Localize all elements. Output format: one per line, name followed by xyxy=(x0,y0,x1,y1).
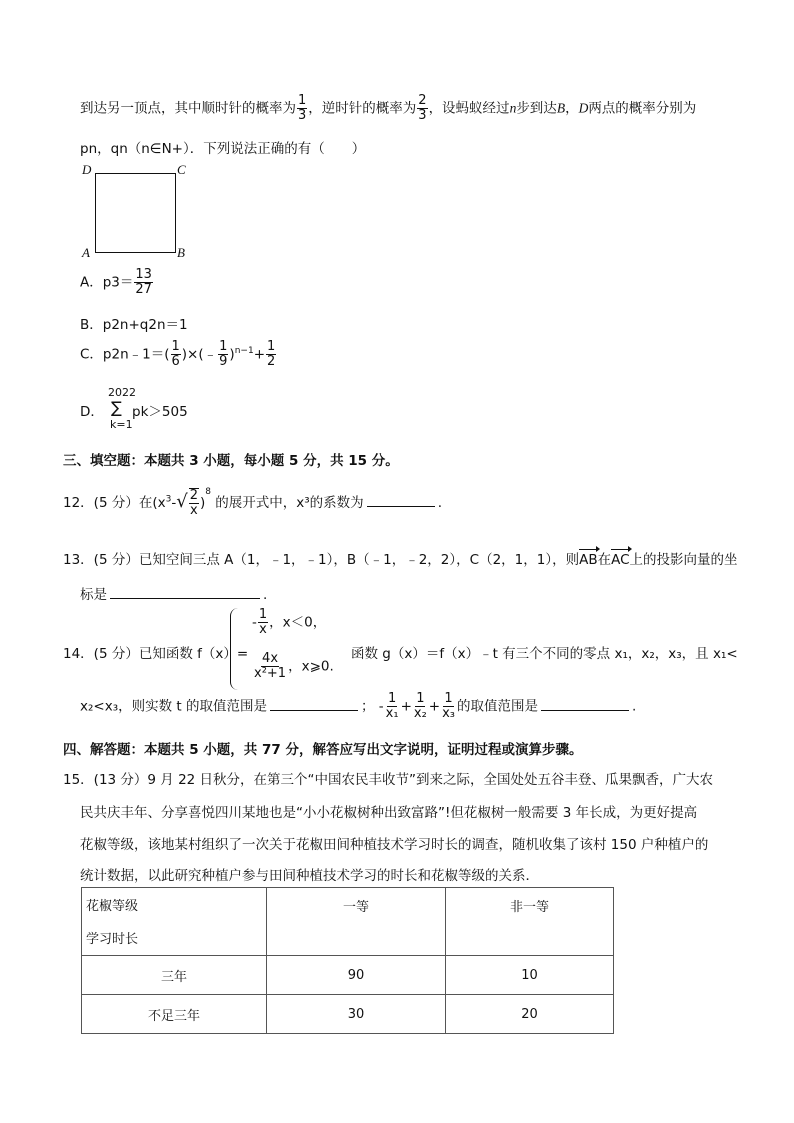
fraction-two-thirds: $\frac{2}{3}$ xyxy=(418,93,427,123)
sqrt-symbol: √ xyxy=(176,491,188,512)
answer-blank-q13[interactable] xyxy=(110,597,260,599)
fraction-one-third: $\frac{1}{3}$ xyxy=(298,93,307,123)
q14-line1-tail: 函数 g（x）＝f（x）﹣t 有三个不同的零点 x₁，x₂，x₃，且 x₁< xyxy=(351,646,738,662)
q11-line2: pn，qn（n∈N+）．下列说法正确的有（ ） xyxy=(80,141,366,157)
vertex-label-a: A xyxy=(82,245,90,260)
fraction-one-sixth: $\frac{1}{6}$ xyxy=(171,339,180,369)
fraction-2-over-x: $\frac{2}{x}$ xyxy=(189,488,198,518)
vertex-label-b: B xyxy=(177,245,185,260)
table-row: 不足三年 30 20 xyxy=(82,995,614,1034)
q15-table xyxy=(81,887,614,1034)
option-b: B．p2n+q2n＝1 xyxy=(80,317,188,333)
table-row: 三年 90 10 xyxy=(82,956,614,995)
option-d: D． 2022 ∑ k=1 pk＞505 xyxy=(80,386,188,431)
q13-line2: 标是 . xyxy=(80,587,268,603)
square-diagram xyxy=(80,160,195,265)
col-header-first-grade: 一等 xyxy=(267,888,446,956)
vector-ac: AC xyxy=(611,552,630,568)
vertex-label-c: C xyxy=(177,162,186,177)
q11-line1: 到达另一顶点，其中顺时针的概率为 $\frac{1}{3}$ ，逆时针的概率为 $\frac{2}{3}$ ，设蚂蚁经过n步到达B，D两点的概率分别为 xyxy=(80,93,697,123)
fraction-one-ninth: $\frac{1}{9}$ xyxy=(219,339,228,369)
option-c: C．p2n﹣1＝( $\frac{1}{6}$ )×(﹣ $\frac{1}{9}$ )$^{n-1}$+ $\frac{1}{2}$ xyxy=(80,339,276,369)
fraction-13-27: $\frac{13}{27}$ xyxy=(135,267,152,297)
section4-heading: 四、解答题：本题共 5 小题，共 77 分，解答应写出文字说明，证明过程或演算步骤。 xyxy=(63,742,583,758)
table-corner-cell: 花椒等级 学习时长 xyxy=(82,888,267,956)
square-shape xyxy=(95,173,176,253)
q12: 12．(5 分）在($x^3-√$ $\frac{2}{x}$ )$^8$ 的展开式中，x³的系数为 . xyxy=(63,486,442,518)
answer-blank-q12[interactable] xyxy=(367,505,435,507)
q14-head: 14．(5 分）已知函数 f（x）= xyxy=(63,646,249,662)
piecewise-case1: - $\frac{1}{x}$ ，x＜0， xyxy=(252,607,327,637)
fraction-one-half: $\frac{1}{2}$ xyxy=(267,339,276,369)
piecewise-brace xyxy=(230,608,241,690)
q15-p1: 15．(13 分）9 月 22 日秋分，在第三个“中国农民丰收节”到来之际，全国处处五谷丰登、瓜果飘香，广大农 xyxy=(63,772,714,788)
summation-sign: ∑ xyxy=(111,398,122,417)
answer-blank-q14-a[interactable] xyxy=(270,709,358,711)
q14-line2: x₂<x₃，则实数 t 的取值范围是 ； - $\frac{1}{\text{x₁}}$ + $\frac{1}{\text{x₂}}$ + $\frac{1}{\text{x₃}}$ 的取值范围是 . xyxy=(80,691,637,721)
answer-blank-q14-b[interactable] xyxy=(541,709,629,711)
col-header-non-first-grade: 非一等 xyxy=(446,888,614,956)
q15-p3: 花椒等级，该地某村组织了一次关于花椒田间种植技术学习时长的调查，随机收集了该村 150 户种植户的 xyxy=(80,837,709,853)
q15-p4: 统计数据，以此研究种植户参与田间种植技术学习的时长和花椒等级的关系． xyxy=(80,868,539,884)
piecewise-case2: $\frac{4x}{\text{x²+1}}$ ，x⩾0. xyxy=(254,651,334,681)
vertex-label-d: D xyxy=(82,162,92,177)
vector-ab: AB xyxy=(579,552,598,568)
section3-heading: 三、填空题：本题共 3 小题，每小题 5 分，共 15 分。 xyxy=(63,453,399,469)
q13-line1: 13．(5 分）已知空间三点 A（1，﹣1，﹣1），B（﹣1，﹣2，2），C（2，1，1），则AB在AC上的投影向量的坐 xyxy=(63,552,738,568)
option-a: A．p3＝ $\frac{13}{27}$ xyxy=(80,267,152,297)
q15-p2: 民共庆丰年、分享喜悦四川某地也是“小小花椒树种出致富路”!但花椒树一般需要 3 年长成，为更好提高 xyxy=(80,805,698,821)
